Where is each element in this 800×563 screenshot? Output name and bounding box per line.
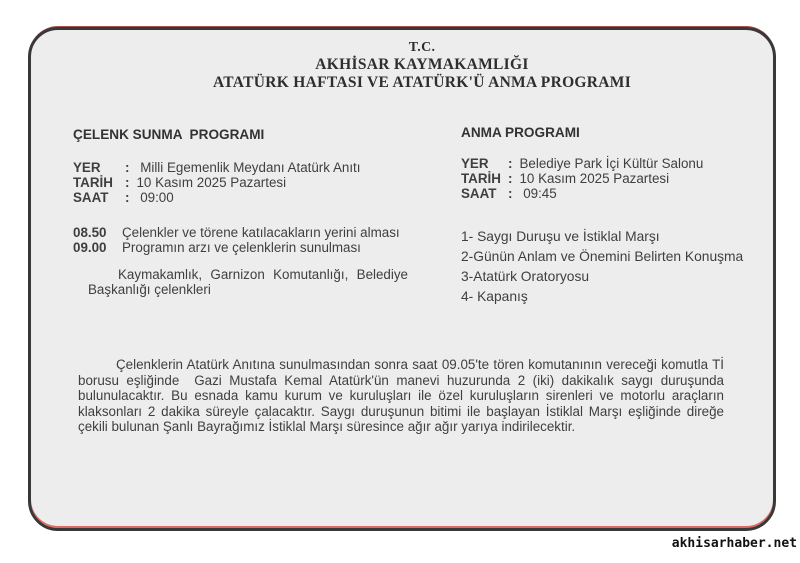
detail-label: YER (461, 156, 489, 171)
program-card (28, 27, 776, 531)
header-title: ATATÜRK HAFTASI VE ATATÜRK'Ü ANMA PROGRAMI (212, 74, 632, 91)
detail-value: 09:00 (136, 190, 174, 205)
detail-colon: : (125, 175, 130, 190)
wreath-program-section (73, 127, 407, 298)
detail-value: Belediye Park İçi Kültür Salonu (519, 156, 704, 171)
schedule-time: 09.00 (73, 240, 107, 255)
detail-value: 10 Kasım 2025 Pazartesi (519, 171, 670, 186)
ceremony-description-paragraph: Çelenklerin Atatürk Anıtına sunulmasından sonra saat 09.05'te tören komutanının vereceği komutla Tİ borusu eşliğinde Gazi Mustafa Kemal Atatürk'ün manevi huzurunda 2 (iki) dakikalık saygı duruşunda bulunulacaktır. Bu esnada kamu kurum ve kuruluşları ile özel kuruluşların sirenleri ve motorlu araçların klaksonları 2 dakika süreyle çalacaktır. Saygı duruşunun bitimi ile başlayan İstiklal Marşı eşliğinde direğe çekili bulunan Şanlı Bayrağımız İstiklal Marşı süresince ağır ağır yarıya indirilecektir. (78, 357, 728, 434)
detail-colon: : (125, 190, 130, 205)
schedule-text: Çelenkler ve törene katılacakların yerini alması (122, 225, 400, 240)
detail-value: 10 Kasım 2025 Pazartesi (136, 175, 287, 190)
program-item: 2-Günün Anlam ve Önemini Belirten Konuşma (461, 249, 744, 264)
header-authority: AKHİSAR KAYMAKAMLIĞI (315, 56, 529, 73)
detail-colon: : (508, 186, 513, 201)
wreath-program-details (73, 160, 407, 205)
detail-label: TARİH (73, 175, 113, 190)
detail-row-date (73, 175, 407, 190)
detail-colon: : (508, 156, 513, 171)
schedule-row (73, 240, 407, 255)
program-item: 3-Atatürk Oratoryosu (461, 269, 590, 284)
detail-label: SAAT (461, 186, 497, 201)
schedule-time: 08.50 (73, 225, 107, 240)
detail-row-date (461, 171, 771, 186)
commemoration-program-title: ANMA PROGRAMI (461, 125, 580, 140)
detail-value: Milli Egemenlik Meydanı Atatürk Anıtı (136, 160, 361, 175)
schedule-text: Programın arzı ve çelenklerin sunulması (122, 240, 361, 255)
watermark-site-name: akhisarhaber.net (671, 536, 797, 551)
commemoration-program-details (461, 156, 771, 201)
detail-value: 09:45 (519, 186, 557, 201)
document-header (31, 40, 773, 92)
detail-row-place (73, 160, 407, 175)
detail-label: YER (73, 160, 101, 175)
wreath-program-note: Kaymakamlık, Garnizon Komutanlığı, Belediye Başkanlığı çelenkleri (88, 267, 408, 297)
detail-row-time (73, 190, 407, 205)
detail-row-time (461, 186, 771, 201)
wreath-program-title: ÇELENK SUNMA PROGRAMI (73, 127, 265, 142)
detail-row-place (461, 156, 771, 171)
wreath-program-schedule (73, 225, 407, 255)
header-tc: T.C. (408, 40, 436, 55)
program-item: 1- Saygı Duruşu ve İstiklal Marşı (461, 229, 660, 244)
program-item: 4- Kapanış (461, 289, 528, 304)
schedule-row (73, 225, 407, 240)
detail-colon: : (508, 171, 513, 186)
commemoration-program-section (461, 125, 771, 307)
detail-label: SAAT (73, 190, 109, 205)
detail-colon: : (125, 160, 130, 175)
detail-label: TARİH (461, 171, 501, 186)
commemoration-program-items (461, 227, 771, 307)
